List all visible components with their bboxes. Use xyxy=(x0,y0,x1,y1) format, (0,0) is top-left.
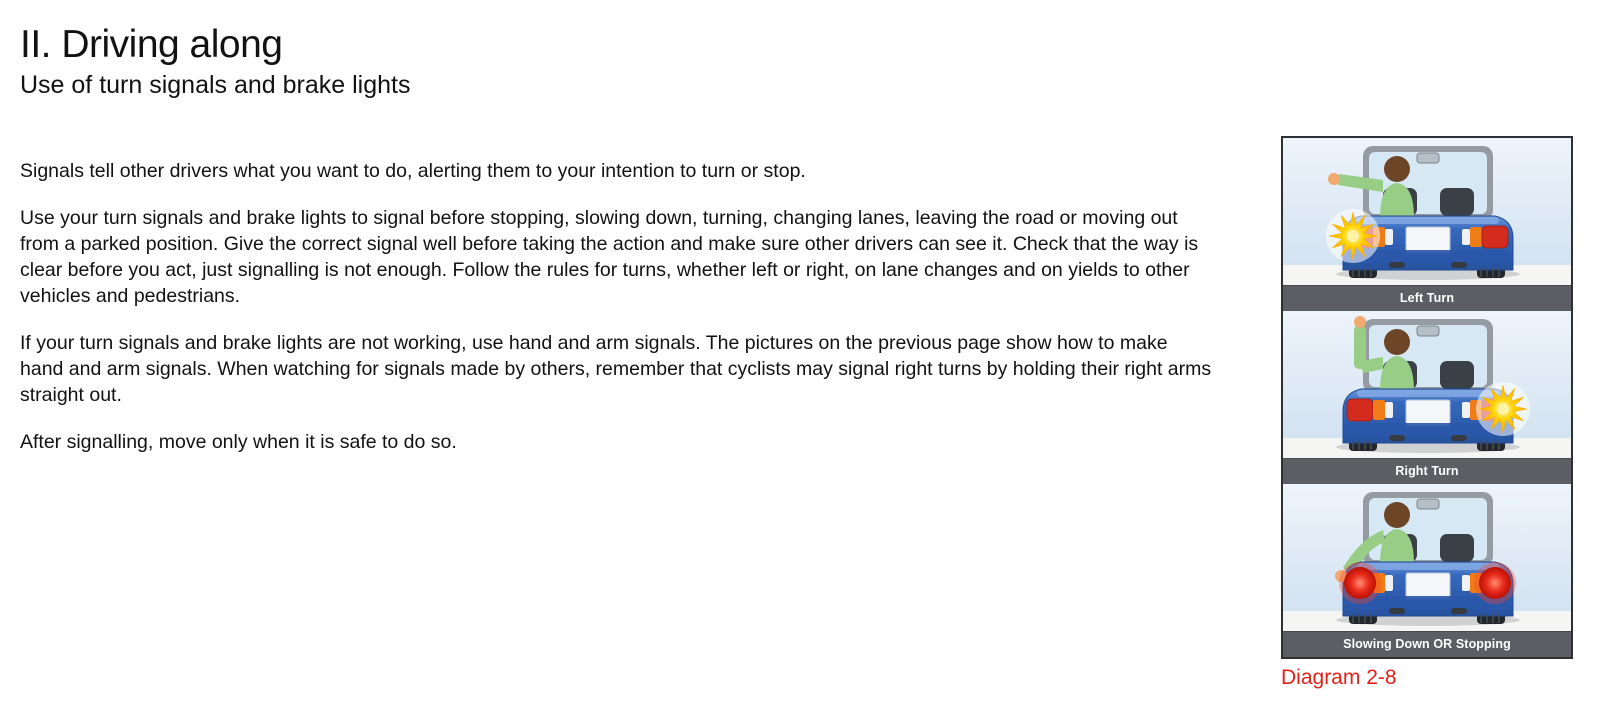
paragraph-hand-arm-signals: If your turn signals and brake lights are not working, use hand and arm signals. The pictures on the previous page show how to make hand and arm signals. When watching for signals made by others, remember that cyclists may signal right turns by holding their right arms straight out. xyxy=(20,332,1212,406)
page-subtitle: Use of turn signals and brake lights xyxy=(20,71,411,99)
page-title: II. Driving along xyxy=(20,23,283,66)
diagram-panel-1 xyxy=(1283,138,1571,311)
diagram-caption: Diagram 2-8 xyxy=(1281,666,1397,689)
panel-label: Left Turn xyxy=(1283,285,1571,311)
body-text xyxy=(20,158,1212,476)
car-rear-view-illustration xyxy=(1283,138,1571,285)
diagram-panel-2 xyxy=(1283,311,1571,484)
car-rear-view-illustration xyxy=(1283,311,1571,458)
paragraph-signals-intro: Signals tell other drivers what you want to do, alerting them to your intention to turn or stop. xyxy=(20,160,806,182)
diagram-2-8 xyxy=(1281,136,1573,690)
header xyxy=(20,22,411,100)
paragraph-use-signals: Use your turn signals and brake lights to signal before stopping, slowing down, turning, changing lanes, leaving the road or moving out from a parked position. Give the correct signal well before taking the action and make sure other drivers can see it. Check that the way is clear before you act, just signalling is not enough. Follow the rules for turns, whether left or right, on lane changes and on yields to other vehicles and pedestrians. xyxy=(20,207,1199,307)
diagram-panels xyxy=(1281,136,1573,659)
paragraph-after-signalling: After signalling, move only when it is safe to do so. xyxy=(20,431,457,453)
panel-label: Right Turn xyxy=(1283,458,1571,484)
diagram-panel-3 xyxy=(1283,484,1571,657)
panel-label: Slowing Down OR Stopping xyxy=(1283,631,1571,657)
car-rear-view-illustration xyxy=(1283,484,1571,631)
